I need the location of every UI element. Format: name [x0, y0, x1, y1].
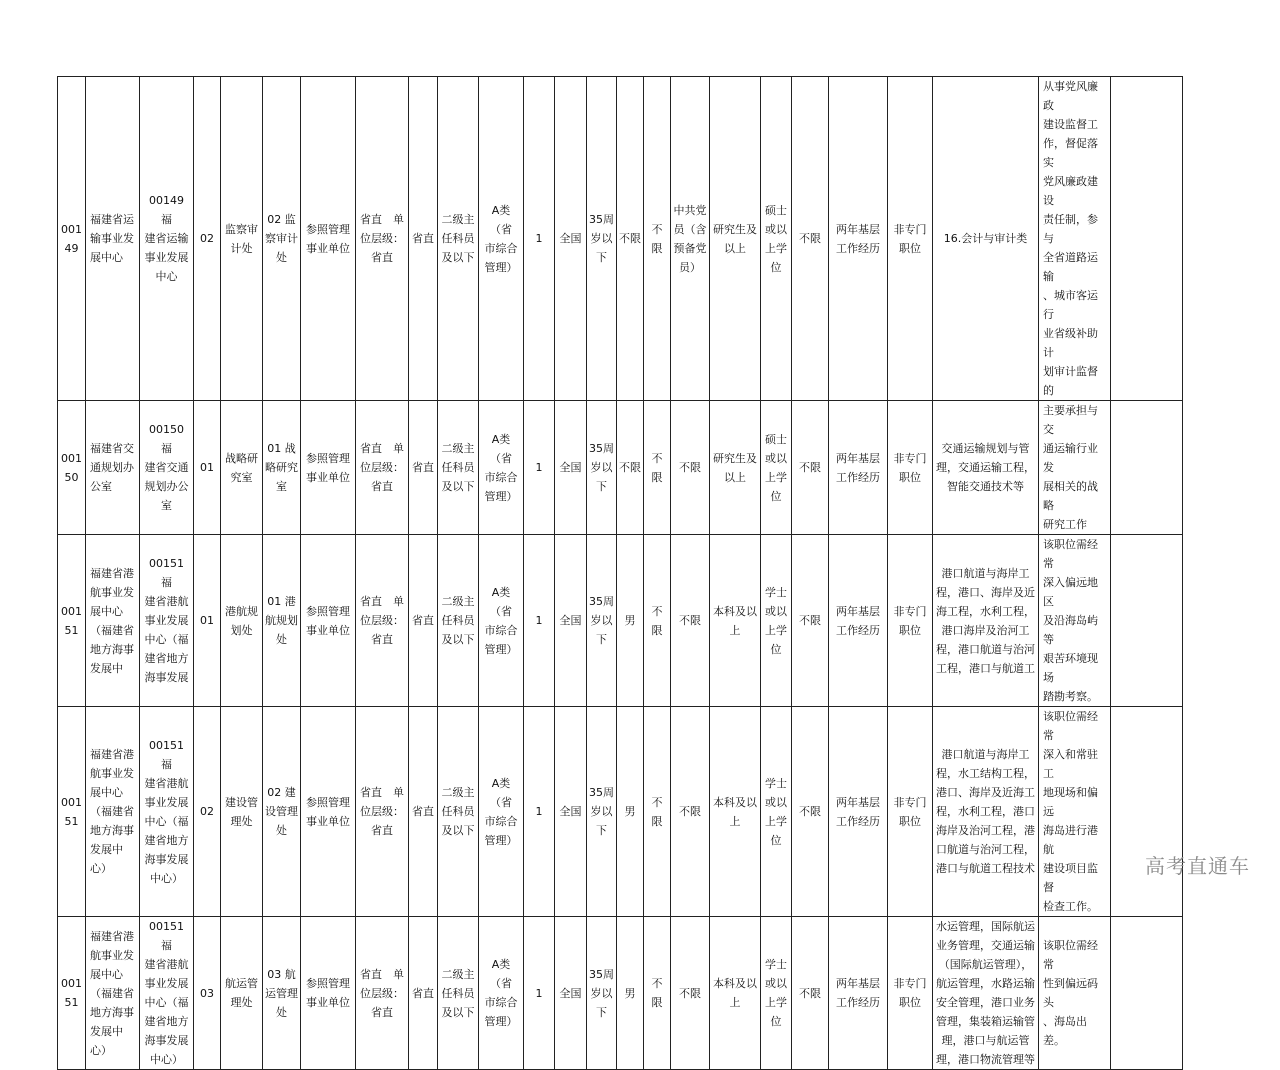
cell-unit-level: 省直 单 位层级： 省直	[356, 77, 409, 401]
cell-department-code-name: 03 航 运管理 处	[263, 917, 301, 1070]
cell-work-experience: 两年基层 工作经历	[829, 535, 888, 707]
cell-gender-limit: 男	[617, 707, 644, 917]
cell-unit-code-name: 00149 福 建省运输 事业发展 中心	[140, 77, 194, 401]
cell-exam-category: A类（省 市综合 管理）	[479, 707, 524, 917]
cell-job-description: 从事党风廉政 建设监督工 作，督促落实 党风廉政建设 责任制，参与 全省道路运输 、城市客运行 业省级补助计 划审计监督的	[1039, 77, 1111, 401]
cell-exam-category: A类（省 市综合 管理）	[479, 917, 524, 1070]
cell-notes	[1111, 707, 1183, 917]
cell-unit-name: 福建省港 航事业发 展中心 （福建省 地方海事 发展中 心）	[86, 917, 140, 1070]
cell-education: 本科及以 上	[710, 707, 761, 917]
table-row	[58, 917, 1183, 1070]
cell-degree: 硕士 或以 上学 位	[761, 77, 792, 401]
cell-ethnicity-limit: 不 限	[644, 401, 671, 535]
cell-job-description: 该职位需经常 性到偏远码头 、海岛出差。	[1039, 917, 1111, 1070]
cell-work-experience: 两年基层 工作经历	[829, 77, 888, 401]
cell-household-limit: 不限	[792, 917, 829, 1070]
cell-education: 研究生及 以上	[710, 77, 761, 401]
cell-gender-limit: 男	[617, 535, 644, 707]
cell-position-number: 02	[194, 77, 221, 401]
cell-unit-level: 省直 单 位层级： 省直	[356, 917, 409, 1070]
cell-age-limit: 35周 岁以 下	[587, 707, 617, 917]
cell-unit-nature: 参照管理 事业单位	[301, 917, 356, 1070]
cell-unit-code-name: 00151 福 建省港航 事业发展 中心（福 建省地方 海事发展 中心）	[140, 917, 194, 1070]
cell-political-status: 不限	[671, 401, 710, 535]
cell-position-code: 001 51	[58, 707, 86, 917]
cell-gender-limit: 不限	[617, 77, 644, 401]
cell-unit-code-name: 00150 福 建省交通 规划办公 室	[140, 401, 194, 535]
cell-recruit-scope: 全国	[555, 77, 587, 401]
cell-recruit-scope: 全国	[555, 401, 587, 535]
cell-work-experience: 两年基层 工作经历	[829, 707, 888, 917]
cell-unit-level: 省直 单 位层级： 省直	[356, 401, 409, 535]
cell-job-description: 该职位需经常 深入偏远地区 及沿海岛屿等 艰苦环境现场 踏勘考察。	[1039, 535, 1111, 707]
table-row	[58, 707, 1183, 917]
cell-position-level: 二级主 任科员 及以下	[438, 401, 479, 535]
cell-region: 省直	[409, 401, 438, 535]
cell-exam-category: A类（省 市综合 管理）	[479, 77, 524, 401]
cell-unit-code-name: 00151 福 建省港航 事业发展 中心（福 建省地方 海事发展	[140, 535, 194, 707]
cell-work-experience: 两年基层 工作经历	[829, 401, 888, 535]
cell-notes	[1111, 917, 1183, 1070]
cell-unit-nature: 参照管理 事业单位	[301, 77, 356, 401]
cell-job-description: 该职位需经常 深入和常驻工 地现场和偏远 海岛进行港航 建设项目监督 检查工作。	[1039, 707, 1111, 917]
watermark-text: 高考直通车	[1145, 854, 1250, 878]
cell-recruit-count: 1	[524, 401, 555, 535]
cell-work-experience: 两年基层 工作经历	[829, 917, 888, 1070]
cell-ethnicity-limit: 不 限	[644, 77, 671, 401]
cell-household-limit: 不限	[792, 535, 829, 707]
cell-household-limit: 不限	[792, 707, 829, 917]
cell-unit-name: 福建省港 航事业发 展中心 （福建省 地方海事 发展中	[86, 535, 140, 707]
cell-position-type: 非专门 职位	[888, 77, 933, 401]
cell-position-type: 非专门 职位	[888, 535, 933, 707]
cell-position-code: 001 51	[58, 917, 86, 1070]
cell-position-level: 二级主 任科员 及以下	[438, 917, 479, 1070]
cell-position-number: 02	[194, 707, 221, 917]
cell-major-requirement: 16.会计与审计类	[933, 77, 1039, 401]
cell-household-limit: 不限	[792, 401, 829, 535]
cell-department: 港航规 划处	[221, 535, 263, 707]
cell-region: 省直	[409, 535, 438, 707]
cell-department-code-name: 02 监 察审计 处	[263, 77, 301, 401]
cell-major-requirement: 港口航道与海岸工 程，港口、海岸及近 海工程，水利工程， 港口海岸及治河工 程，港口航道与治河 工程，港口与航道工	[933, 535, 1039, 707]
cell-recruit-count: 1	[524, 77, 555, 401]
cell-degree: 硕士 或以 上学 位	[761, 401, 792, 535]
cell-age-limit: 35周 岁以 下	[587, 401, 617, 535]
cell-notes	[1111, 77, 1183, 401]
cell-unit-nature: 参照管理 事业单位	[301, 707, 356, 917]
cell-political-status: 不限	[671, 707, 710, 917]
cell-unit-name: 福建省交 通规划办 公室	[86, 401, 140, 535]
cell-unit-nature: 参照管理 事业单位	[301, 535, 356, 707]
cell-department-code-name: 01 港 航规划 处	[263, 535, 301, 707]
cell-education: 本科及以 上	[710, 535, 761, 707]
cell-position-type: 非专门 职位	[888, 401, 933, 535]
cell-unit-name: 福建省港 航事业发 展中心 （福建省 地方海事 发展中 心）	[86, 707, 140, 917]
cell-position-code: 001 49	[58, 77, 86, 401]
cell-political-status: 中共党 员（含 预备党 员）	[671, 77, 710, 401]
cell-job-description: 主要承担与交 通运输行业发 展相关的战略 研究工作	[1039, 401, 1111, 535]
cell-gender-limit: 男	[617, 917, 644, 1070]
cell-recruit-scope: 全国	[555, 917, 587, 1070]
cell-degree: 学士 或以 上学 位	[761, 535, 792, 707]
cell-exam-category: A类（省 市综合 管理）	[479, 401, 524, 535]
cell-notes	[1111, 401, 1183, 535]
cell-age-limit: 35周 岁以 下	[587, 917, 617, 1070]
cell-degree: 学士 或以 上学 位	[761, 707, 792, 917]
cell-region: 省直	[409, 77, 438, 401]
cell-ethnicity-limit: 不 限	[644, 535, 671, 707]
cell-age-limit: 35周 岁以 下	[587, 535, 617, 707]
job-positions-table	[57, 76, 1183, 1070]
cell-department: 航运管 理处	[221, 917, 263, 1070]
cell-position-level: 二级主 任科员 及以下	[438, 535, 479, 707]
cell-ethnicity-limit: 不 限	[644, 917, 671, 1070]
table-row	[58, 77, 1183, 401]
cell-political-status: 不限	[671, 917, 710, 1070]
cell-recruit-count: 1	[524, 707, 555, 917]
cell-education: 本科及以 上	[710, 917, 761, 1070]
cell-position-type: 非专门 职位	[888, 707, 933, 917]
cell-position-code: 001 50	[58, 401, 86, 535]
cell-department: 战略研 究室	[221, 401, 263, 535]
cell-major-requirement: 港口航道与海岸工 程，水工结构工程， 港口、海岸及近海工 程，水利工程，港口 海岸及治河工程，港 口航道与治河工程， 港口与航道工程技术	[933, 707, 1039, 917]
cell-department: 建设管 理处	[221, 707, 263, 917]
cell-education: 研究生及 以上	[710, 401, 761, 535]
cell-recruit-scope: 全国	[555, 535, 587, 707]
cell-unit-code-name: 00151 福 建省港航 事业发展 中心（福 建省地方 海事发展 中心）	[140, 707, 194, 917]
cell-position-number: 01	[194, 535, 221, 707]
cell-unit-name: 福建省运 输事业发 展中心	[86, 77, 140, 401]
table-row	[58, 535, 1183, 707]
cell-department: 监察审 计处	[221, 77, 263, 401]
cell-exam-category: A类（省 市综合 管理）	[479, 535, 524, 707]
cell-position-number: 01	[194, 401, 221, 535]
cell-position-type: 非专门 职位	[888, 917, 933, 1070]
cell-age-limit: 35周 岁以 下	[587, 77, 617, 401]
cell-notes	[1111, 535, 1183, 707]
cell-unit-level: 省直 单 位层级： 省直	[356, 707, 409, 917]
cell-position-number: 03	[194, 917, 221, 1070]
cell-department-code-name: 02 建 设管理 处	[263, 707, 301, 917]
cell-region: 省直	[409, 707, 438, 917]
cell-position-code: 001 51	[58, 535, 86, 707]
table-row	[58, 401, 1183, 535]
cell-recruit-count: 1	[524, 535, 555, 707]
cell-major-requirement: 水运管理，国际航运 业务管理，交通运输 （国际航运管理）， 航运管理，水路运输 安全管理，港口业务 管理，集装箱运输管 理，港口与航运管 理，港口物流管理等	[933, 917, 1039, 1070]
cell-unit-level: 省直 单 位层级： 省直	[356, 535, 409, 707]
cell-household-limit: 不限	[792, 77, 829, 401]
cell-political-status: 不限	[671, 535, 710, 707]
cell-position-level: 二级主 任科员 及以下	[438, 77, 479, 401]
cell-major-requirement: 交通运输规划与管 理，交通运输工程， 智能交通技术等	[933, 401, 1039, 535]
cell-gender-limit: 不限	[617, 401, 644, 535]
cell-region: 省直	[409, 917, 438, 1070]
cell-recruit-scope: 全国	[555, 707, 587, 917]
cell-position-level: 二级主 任科员 及以下	[438, 707, 479, 917]
cell-unit-nature: 参照管理 事业单位	[301, 401, 356, 535]
cell-ethnicity-limit: 不 限	[644, 707, 671, 917]
cell-degree: 学士 或以 上学 位	[761, 917, 792, 1070]
cell-recruit-count: 1	[524, 917, 555, 1070]
cell-department-code-name: 01 战 略研究 室	[263, 401, 301, 535]
